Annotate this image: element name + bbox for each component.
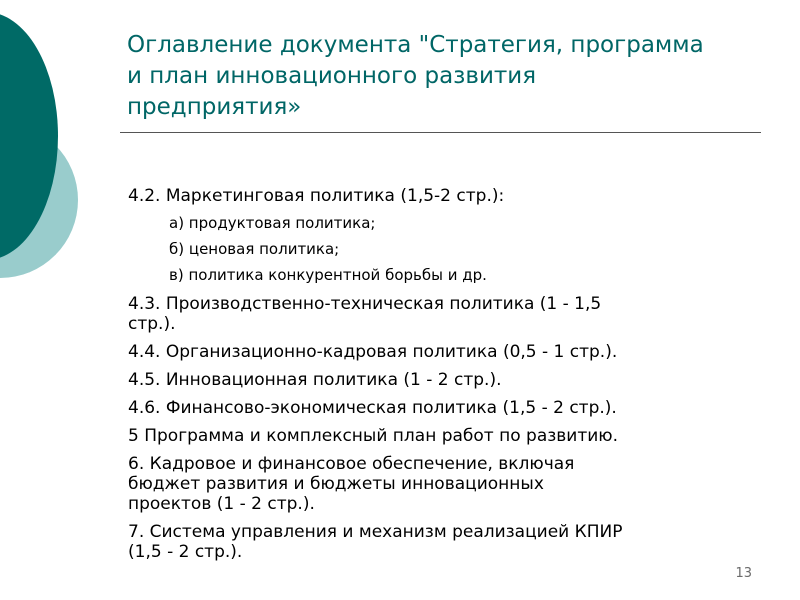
toc-item-text: 5 Программа и комплексный план работ по развитию. (128, 426, 619, 446)
toc-item (128, 454, 768, 514)
toc-item-text: проектов (1 - 2 стр.). (128, 494, 315, 514)
toc-item-text: 4.3. Производственно-техническая политика (1 - 1,5 (128, 294, 602, 314)
toc-subitem: а) продуктовая политика; (169, 214, 376, 232)
toc-item-text: стр.). (128, 314, 176, 334)
toc-item (128, 342, 768, 362)
toc-item-text: 4.6. Финансово-экономическая политика (1,5 - 2 стр.). (128, 398, 617, 418)
decorative-circles (0, 0, 130, 320)
toc-item-text: 6. Кадровое и финансовое обеспечение, включая (128, 454, 575, 474)
toc-subitem: б) ценовая политика; (169, 240, 340, 258)
toc-item-text: 4.2. Маркетинговая политика (1,5-2 стр.): (128, 186, 505, 206)
toc-item (128, 398, 768, 418)
title-line: предприятия» (127, 94, 302, 120)
page-number: 13 (735, 566, 752, 581)
toc-item-text: бюджет развития и бюджеты инновационных (128, 474, 544, 494)
table-of-contents (128, 186, 768, 570)
toc-item (128, 370, 768, 390)
toc-item-text: 4.5. Инновационная политика (1 - 2 стр.). (128, 370, 502, 390)
toc-item-text: 4.4. Организационно-кадровая политика (0,5 - 1 стр.). (128, 342, 618, 362)
slide-title (127, 30, 767, 123)
toc-item (128, 186, 768, 206)
toc-item-text: 7. Система управления и механизм реализацией КПИР (128, 522, 623, 542)
title-line: и план инновационного развития (127, 63, 537, 89)
title-line: Оглавление документа "Стратегия, программа (127, 32, 704, 58)
title-divider (120, 132, 761, 133)
toc-item-text: (1,5 - 2 стр.). (128, 542, 243, 562)
toc-item (128, 426, 768, 446)
toc-item (128, 294, 768, 334)
toc-subitem: в) политика конкурентной борьбы и др. (169, 266, 487, 284)
toc-item (128, 522, 768, 562)
